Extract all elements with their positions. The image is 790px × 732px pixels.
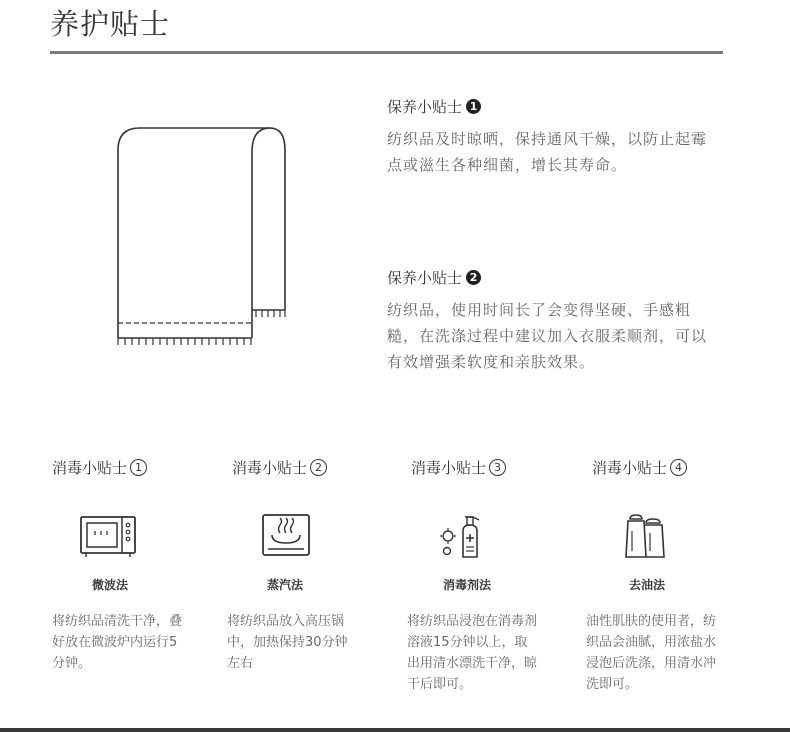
method-description: 将纺织品清洗干净，叠好放在微波炉内运行5分钟。	[52, 614, 183, 671]
tip-number-badge: 4	[670, 459, 687, 476]
care-tip-heading: 保养小贴士	[387, 97, 463, 116]
method-description: 将纺织品浸泡在消毒剂溶液15分钟以上，取出用清水漂洗干净，晾干后即可。	[407, 614, 538, 692]
care-tip-2	[387, 266, 717, 375]
tip-number-badge: 2	[310, 459, 327, 476]
disinfection-tip-heading: 消毒小贴士	[592, 458, 668, 477]
disinfection-tip-4	[586, 455, 752, 692]
disinfection-tip-3	[407, 455, 571, 692]
care-tip-body: 纺织品及时晾晒，保持通风干燥，以防止起霉点或滋生各种细菌，增长其寿命。	[387, 130, 708, 174]
page-title: 养护贴士	[50, 7, 171, 41]
method-description: 油性肌肤的使用者，纺织品会油腻，用浓盐水浸泡后洗涤，用清水冲洗即可。	[586, 614, 717, 692]
tip-number-badge: 1	[466, 99, 481, 114]
disinfection-tip-heading: 消毒小贴士	[411, 458, 487, 477]
disinfection-tip-2	[227, 455, 392, 671]
disinfection-tip-1	[52, 455, 212, 671]
bottom-divider	[0, 728, 790, 732]
towel-illustration-icon	[110, 120, 295, 350]
method-name: 消毒剂法	[442, 578, 491, 592]
microwave-icon	[78, 511, 140, 563]
disinfection-tip-heading: 消毒小贴士	[232, 458, 308, 477]
tip-number-badge: 2	[466, 270, 481, 285]
method-description: 将纺织品放入高压锅中，加热保持30分钟左右	[227, 614, 348, 671]
salt-shaker-icon	[616, 511, 678, 563]
steam-icon	[256, 511, 318, 563]
tip-number-badge: 3	[489, 459, 506, 476]
method-name: 蒸汽法	[266, 578, 303, 592]
title-divider	[50, 51, 723, 54]
method-name: 去油法	[628, 578, 665, 592]
care-tip-1	[387, 95, 717, 178]
disinfection-tip-heading: 消毒小贴士	[52, 458, 128, 477]
tip-number-badge: 1	[130, 459, 147, 476]
care-tip-heading: 保养小贴士	[387, 268, 463, 287]
disinfectant-bottle-icon	[437, 511, 499, 563]
method-name: 微波法	[91, 578, 128, 592]
care-tip-body: 纺织品，使用时间长了会变得坚硬、手感粗糙，在洗涤过程中建议加入衣服柔顺剂，可以有效增强柔软度和亲肤效果。	[387, 301, 708, 371]
